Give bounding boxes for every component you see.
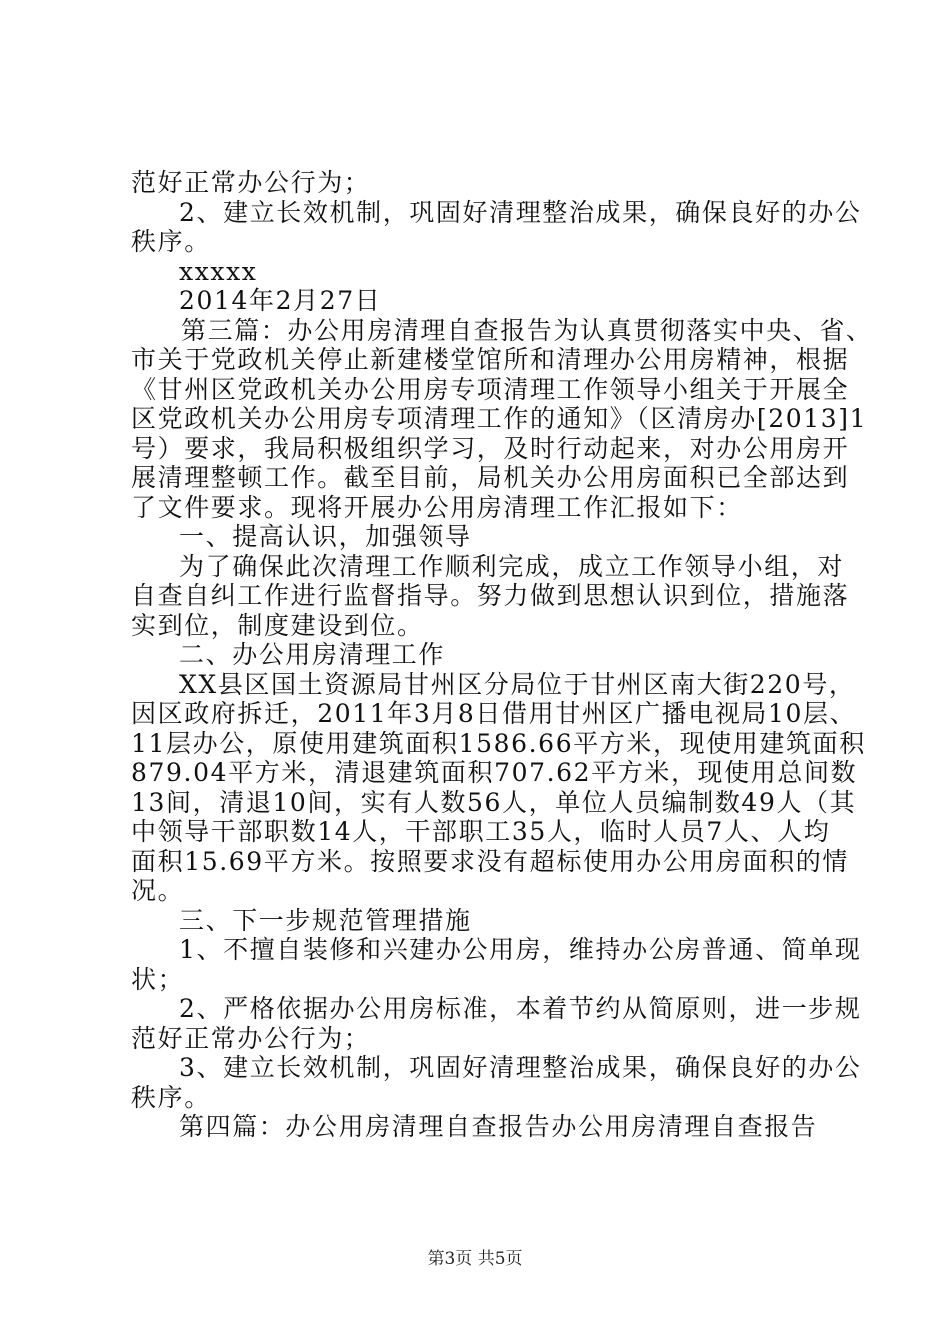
text-line: 因区政府拆迁，2011年3月8日借用甘州区广播电视局10层、 xyxy=(131,699,857,728)
text-line: 第三篇：办公用房清理自查报告为认真贯彻落实中央、省、 xyxy=(181,315,873,345)
text-line: 面积15.69平方米。按照要求没有超标使用办公用房面积的情 xyxy=(131,846,849,876)
text-line: 中领导干部职数14人，干部职工35人，临时人员7人、人均 xyxy=(131,817,831,846)
text-line: 13间，清退10间，实有人数56人，单位人员编制数49人（其 xyxy=(131,787,857,817)
text-line: 况。 xyxy=(131,876,185,905)
text-line: 号）要求，我局积极组织学习，及时行动起来，对办公用房开 xyxy=(131,433,850,463)
text-line: 状； xyxy=(131,964,185,994)
document-body xyxy=(131,168,873,1142)
text-line: 《甘州区党政机关办公用房专项清理工作领导小组关于开展全 xyxy=(131,374,850,404)
text-line: 2014年2月27日 xyxy=(179,286,382,315)
text-line: xxxxx xyxy=(179,256,258,286)
text-line: 自查自纠工作进行监督指导。努力做到思想认识到位，措施落 xyxy=(131,581,850,610)
text-line: 二、办公用房清理工作 xyxy=(179,640,446,669)
text-line: 11层办公，原使用建筑面积1586.66平方米，现使用建筑面积 xyxy=(131,728,866,758)
text-line: 第四篇：办公用房清理自查报告办公用房清理自查报告 xyxy=(179,1112,818,1141)
text-line: 为了确保此次清理工作顺利完成，成立工作领导小组，对 xyxy=(179,551,845,581)
text-line: 实到位，制度建设到位。 xyxy=(131,610,424,640)
text-line: 范好正常办公行为； xyxy=(131,168,371,197)
text-line: 展清理整顿工作。截至目前，局机关办公用房面积已全部达到 xyxy=(131,463,850,492)
text-line: 3、建立长效机制，巩固好清理整治成果，确保良好的办公 xyxy=(179,1053,862,1082)
text-line: 三、下一步规范管理措施 xyxy=(179,905,472,935)
text-line: 范好正常办公行为； xyxy=(131,1023,371,1053)
text-line: 一、提高认识，加强领导 xyxy=(179,522,472,551)
text-line: 秩序。 xyxy=(131,227,211,256)
text-line: 秩序。 xyxy=(131,1082,211,1112)
text-line: 2、严格依据办公用房标准，本着节约从简原则，进一步规 xyxy=(179,994,862,1023)
text-line: 879.04平方米，清退建筑面积707.62平方米，现使用总间数 xyxy=(131,758,858,787)
text-line: 了文件要求。现将开展办公用房清理工作汇报如下： xyxy=(131,492,743,522)
text-line: XX县区国土资源局甘州区分局位于甘州区南大街220号， xyxy=(179,669,856,699)
text-line: 2、建立长效机制，巩固好清理整治成果，确保良好的办公 xyxy=(179,197,862,227)
text-line: 1、不擅自装修和兴建办公用房，维持办公房普通、简单现 xyxy=(179,935,862,964)
text-line: 区党政机关办公用房专项清理工作的通知》（区清房办[2013]1 xyxy=(131,404,868,433)
page-footer: 第3页 共5页 xyxy=(427,1249,523,1269)
text-line: 市关于党政机关停止新建楼堂馆所和清理办公用房精神，根据 xyxy=(131,345,850,374)
